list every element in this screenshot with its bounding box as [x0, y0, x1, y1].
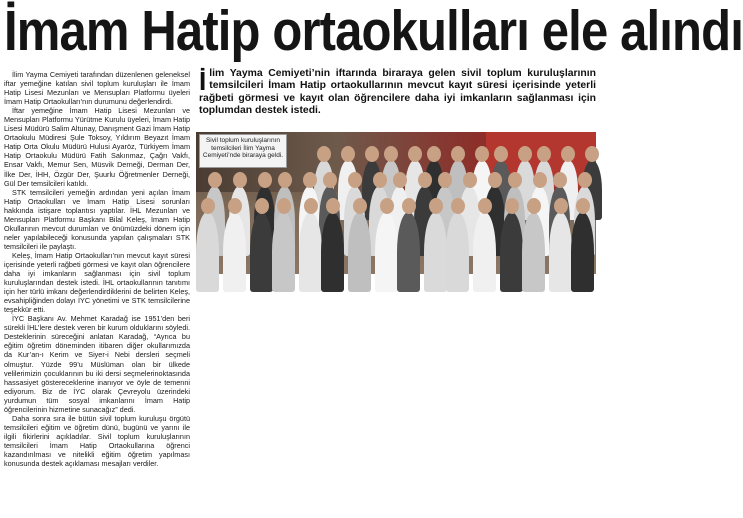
photo-person-head [451, 146, 465, 162]
photo-person-head [578, 172, 592, 188]
photo-person-head [393, 172, 407, 188]
photo-person-head [478, 198, 492, 214]
lead-paragraph [199, 68, 596, 128]
photo-person-head [527, 198, 541, 214]
photo-person-head [384, 146, 398, 162]
photo-person-head [429, 198, 443, 214]
photo-person-head [585, 146, 599, 162]
left-column [4, 70, 190, 516]
photo-person-head [380, 198, 394, 214]
left-paragraph-2: İftar yemeğine İmam Hatip Lisesi Mezunları ve Mensupları Platformu Yürütme Kurulu üyeleri, İmam Hatip Lisesi Müdürü Salim Altunay, Danışment Gazi İmam Hatip Ortaokulu Müdiresi Şule Toksoy, Yıldırım Beyazıt İmam Hatip Orta Okulu Müdürü Hulusi Ayaröz, Türkiyem İmam Hatip Ortaokulu Müdürü Fatih Sakınmaz, Çağrı Vakfı, Ensar Vakfı, Memur Sen, Müsvik Derneği, Derman Der, İlke Der, İHH, Özgür Der, Şuurlu Öğretmenler Derneği, Gül Der temsilcileri katıldı. [4, 106, 190, 188]
photo-person-head [408, 146, 422, 162]
photo-person-head [418, 172, 432, 188]
photo-person-head [323, 172, 337, 188]
right-column-text [199, 279, 596, 517]
photo-person-head [451, 198, 465, 214]
photo-person-head [505, 198, 519, 214]
photo-person-head [508, 172, 522, 188]
photo-person-head [553, 172, 567, 188]
photo-person-head [488, 172, 502, 188]
photo-caption: Sivil toplum kuruluşlarının temsilcileri İlim Yayma Cemiyeti’nde biraraya geldi. [199, 134, 287, 168]
photo-person-head [463, 172, 477, 188]
photo-person-head [348, 172, 362, 188]
photo-person-head [201, 198, 215, 214]
photo-person-head [537, 146, 551, 162]
photo-person-head [317, 146, 331, 162]
photo-person-head [494, 146, 508, 162]
left-paragraph-5: İYC Başkanı Av. Mehmet Karadağ ise 1951’den beri sürekli İHL’lere destek veren bir kurum olduklarını söyledi. Desteklerinin süreceğini anlatan Karadağ, “Ayrıca bu eğitim öğretim döneminden itibaren diğer okullarımızda da Kur’an-ı Kerim ve Siyer-i Nebi dersleri seçmeli olmuştur. Yüzde 99’u Müslüman olan bir ülkede velilerimizin çocuklarının bu iki dersi seçmelerinoktasında hassasiyet göstereceklerine inanıyor ve öyle de temenni ediyorum. Biz de İYC olarak Çevreyolu üzerindeki yurdumun tüm sosyal imkanlarını İmam Hatip öğrencilerinin hizmetine sunacağız” dedi. [4, 314, 190, 414]
photo-person-head [561, 146, 575, 162]
photo-person-head [373, 172, 387, 188]
photo-person-head [341, 146, 355, 162]
photo-person-head [427, 146, 441, 162]
photo-person-head [277, 198, 291, 214]
photo-person-head [438, 172, 452, 188]
photo-person-head [228, 198, 242, 214]
left-paragraph-6: Daha sonra sıra ile bütün sivil toplum kuruluşu örgütü temsilcileri eğitim ve öğretim dünü, bugünü ve yarını ile ilgili fikirlerini açıkladılar. Sivil toplum kuruluşlarının temsilcileri İmam Hatip Ortaokullarına öğrenci kazandırılması ve nitelikli eğitim öğretim yapılması konusunda destek açıklaması mesajları verdiler. [4, 413, 190, 469]
photo-person-head [208, 172, 222, 188]
photo-person-head [255, 198, 269, 214]
photo-person-head [353, 198, 367, 214]
photo-person-head [518, 146, 532, 162]
photo-person-head [554, 198, 568, 214]
photo-person-head [365, 146, 379, 162]
photo-person-head [304, 198, 318, 214]
left-paragraph-1: İlim Yayma Cemiyeti tarafından düzenlenen geleneksel iftar yemeğine katılan sivil toplum kuruluşları ile İmam Hatip Lisesi Mezunları ve Mensupları Platformu üyeleri İmam Hatip Ortaokulları’nın durumunu değerlendirdi. [4, 70, 190, 107]
photo-person-head [258, 172, 272, 188]
headline: İmam Hatip ortaokulları ele alındı [4, 0, 743, 63]
left-paragraph-4: Keleş, İmam Hatip Ortaokulları’nın mevcut kayıt süresi içerisinde yeterli rağbeti görmesi ve kayıt olan öğrencilere daha iyi imkanların sağlanması için sivil toplum kuruluşlarından destek istedi. İHL ortaokullarının tanıtımı için her türlü imkanı değerlendirdiklerini de belirten Keleş, evsahipliğinden dolayı İYC yönetimi ve STK temsilcilerine teşekkür etti. [4, 250, 190, 315]
photo-person-head [326, 198, 340, 214]
photo-person-head [233, 172, 247, 188]
lead-dropcap: İ [199, 66, 207, 96]
photo-person-head [303, 172, 317, 188]
photo-person-head [402, 198, 416, 214]
photo-person-head [475, 146, 489, 162]
photo-person-head [278, 172, 292, 188]
right-column [199, 279, 596, 517]
photo-person-head [576, 198, 590, 214]
photo-person-head [533, 172, 547, 188]
left-paragraph-3: STK temsilcileri yemeğin ardından yeni açılan İmam Hatip Ortaokulları ve İmam Hatip Lisesi sorunları hakkında istişare toplantısı yaptılar. İHL Mezunları ve Mensupları Platformu Başkanı Bilal Keleş, İmam Hatip Okullarının mevcut durumları ve önümüzdeki dönem için neler yapılabileceği konusunda yapılan çalışmaları STK temsilcileri ile paylaştı. [4, 187, 190, 251]
lead-text: lim Yayma Cemiyeti’nin iftarında biraraya gelen sivil toplum kuruluşlarının temsilcileri İmam Hatip ortaokullarının mevcut kayıt süresi içerisinde yeterli rağbeti görmesi ve kayıt olan öğrencilere daha iyi imkanların sağlanması için toplumdan destek istedi. [199, 68, 596, 117]
